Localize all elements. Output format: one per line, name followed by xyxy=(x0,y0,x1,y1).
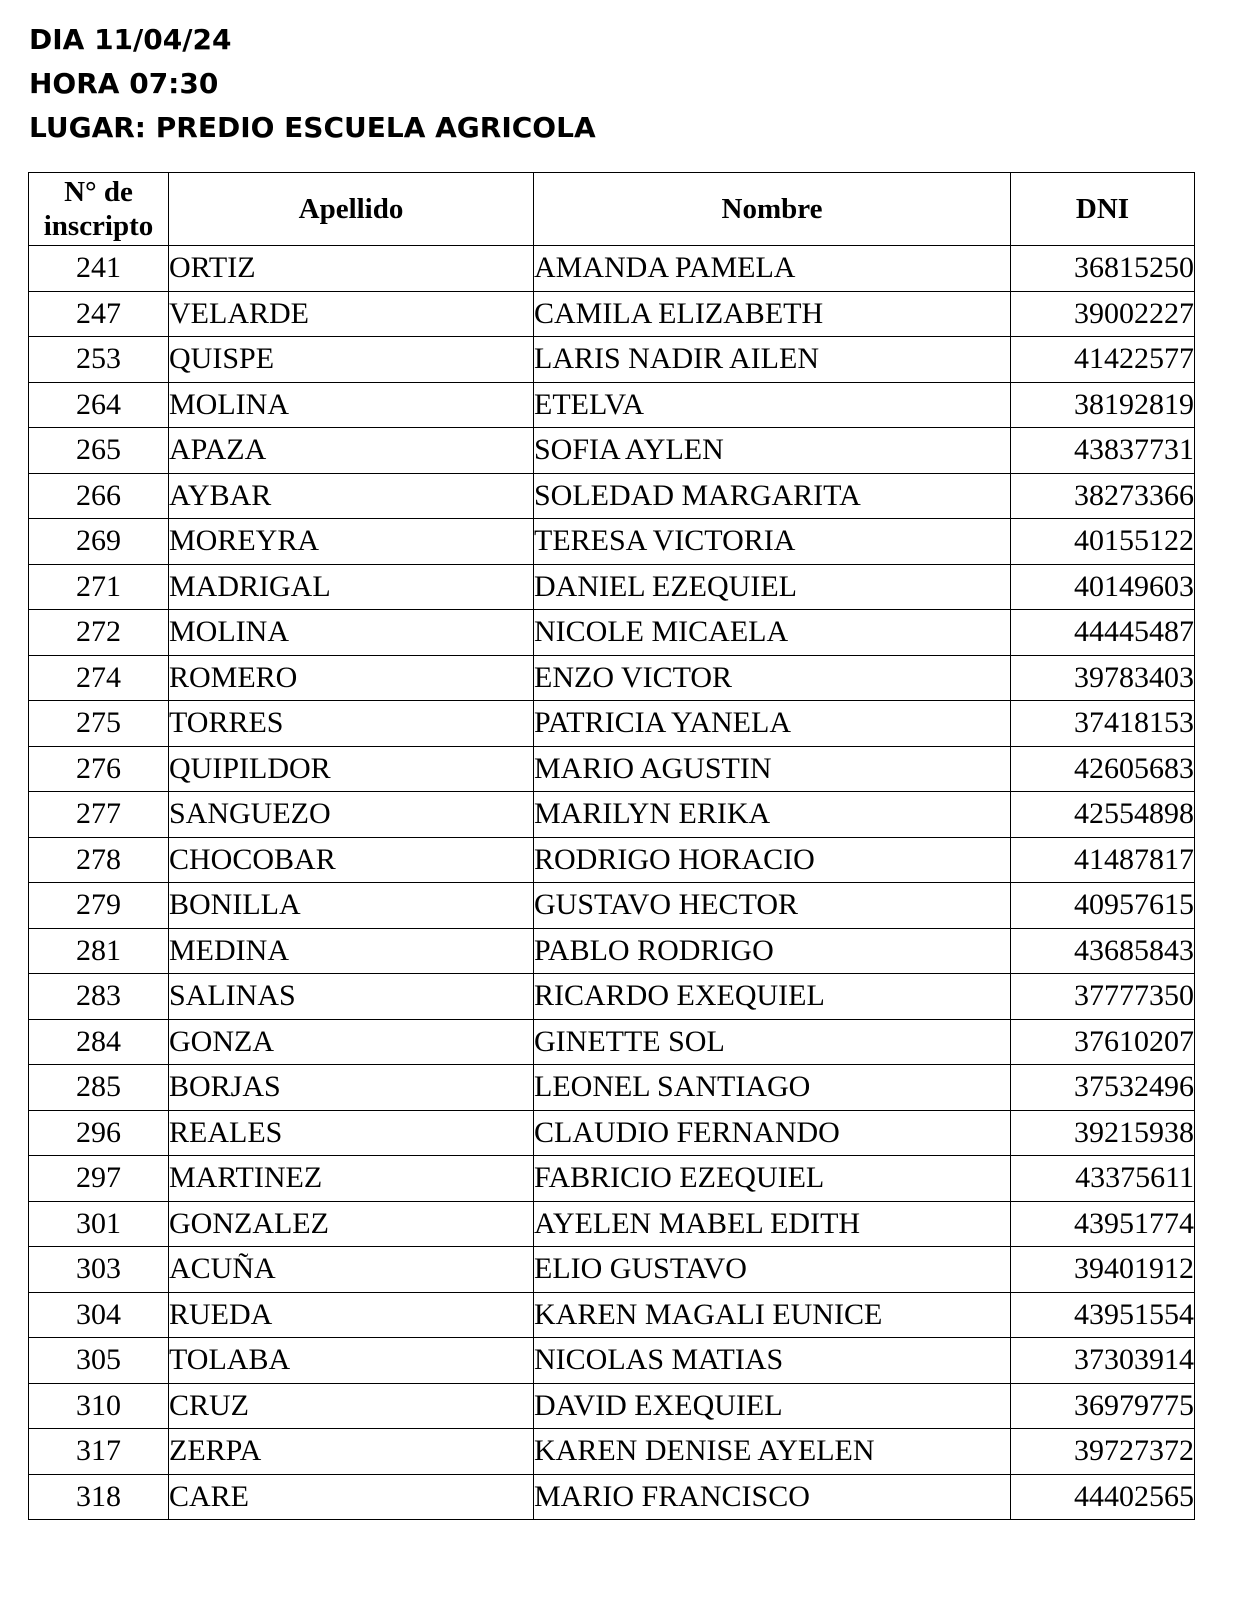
table-row xyxy=(29,428,1195,474)
cell-apellido: APAZA xyxy=(169,428,534,474)
cell-numero: 241 xyxy=(29,246,169,292)
location-line: LUGAR: PREDIO ESCUELA AGRICOLA xyxy=(29,111,596,144)
registrants-table xyxy=(28,172,1195,1520)
cell-numero: 269 xyxy=(29,519,169,565)
cell-dni: 40149603 xyxy=(1011,564,1195,610)
document-header xyxy=(29,18,596,150)
cell-dni: 44445487 xyxy=(1011,610,1195,656)
table-row xyxy=(29,1429,1195,1475)
cell-dni: 43951554 xyxy=(1011,1292,1195,1338)
cell-apellido: ACUÑA xyxy=(169,1247,534,1293)
table-header xyxy=(29,173,1195,246)
cell-dni: 38192819 xyxy=(1011,382,1195,428)
column-header-numero xyxy=(29,173,169,246)
cell-dni: 42554898 xyxy=(1011,792,1195,838)
cell-apellido: MOLINA xyxy=(169,382,534,428)
table-row xyxy=(29,1383,1195,1429)
cell-dni: 39215938 xyxy=(1011,1110,1195,1156)
table-row xyxy=(29,1019,1195,1065)
cell-nombre: CAMILA ELIZABETH xyxy=(534,291,1011,337)
cell-numero: 283 xyxy=(29,974,169,1020)
cell-apellido: ORTIZ xyxy=(169,246,534,292)
cell-dni: 40957615 xyxy=(1011,883,1195,929)
cell-apellido: CRUZ xyxy=(169,1383,534,1429)
cell-apellido: TOLABA xyxy=(169,1338,534,1384)
cell-nombre: CLAUDIO FERNANDO xyxy=(534,1110,1011,1156)
cell-nombre: KAREN MAGALI EUNICE xyxy=(534,1292,1011,1338)
table-row xyxy=(29,746,1195,792)
cell-numero: 277 xyxy=(29,792,169,838)
cell-dni: 41422577 xyxy=(1011,337,1195,383)
cell-numero: 310 xyxy=(29,1383,169,1429)
cell-dni: 36979775 xyxy=(1011,1383,1195,1429)
cell-nombre: FABRICIO EZEQUIEL xyxy=(534,1156,1011,1202)
time-line: HORA 07:30 xyxy=(29,67,219,100)
cell-nombre: RICARDO EXEQUIEL xyxy=(534,974,1011,1020)
header-row xyxy=(29,173,1195,246)
table-row xyxy=(29,291,1195,337)
table-row xyxy=(29,1247,1195,1293)
cell-numero: 281 xyxy=(29,928,169,974)
cell-apellido: QUIPILDOR xyxy=(169,746,534,792)
cell-apellido: TORRES xyxy=(169,701,534,747)
cell-numero: 264 xyxy=(29,382,169,428)
cell-apellido: ROMERO xyxy=(169,655,534,701)
cell-apellido: BORJAS xyxy=(169,1065,534,1111)
cell-dni: 39727372 xyxy=(1011,1429,1195,1475)
cell-dni: 37532496 xyxy=(1011,1065,1195,1111)
cell-nombre: ENZO VICTOR xyxy=(534,655,1011,701)
column-header-numero-line1: N° de xyxy=(64,176,133,208)
cell-numero: 284 xyxy=(29,1019,169,1065)
cell-nombre: NICOLE MICAELA xyxy=(534,610,1011,656)
cell-apellido: MOLINA xyxy=(169,610,534,656)
cell-apellido: MEDINA xyxy=(169,928,534,974)
table-row xyxy=(29,382,1195,428)
column-header-nombre: Nombre xyxy=(534,173,1011,246)
table-row xyxy=(29,1474,1195,1520)
table-row xyxy=(29,473,1195,519)
column-header-apellido: Apellido xyxy=(169,173,534,246)
cell-apellido: GONZALEZ xyxy=(169,1201,534,1247)
cell-numero: 297 xyxy=(29,1156,169,1202)
cell-numero: 278 xyxy=(29,837,169,883)
cell-apellido: RUEDA xyxy=(169,1292,534,1338)
cell-numero: 247 xyxy=(29,291,169,337)
cell-apellido: SALINAS xyxy=(169,974,534,1020)
cell-nombre: DANIEL EZEQUIEL xyxy=(534,564,1011,610)
cell-nombre: PABLO RODRIGO xyxy=(534,928,1011,974)
cell-nombre: MARIO FRANCISCO xyxy=(534,1474,1011,1520)
table-row xyxy=(29,610,1195,656)
cell-dni: 37777350 xyxy=(1011,974,1195,1020)
cell-apellido: AYBAR xyxy=(169,473,534,519)
cell-nombre: LEONEL SANTIAGO xyxy=(534,1065,1011,1111)
cell-apellido: REALES xyxy=(169,1110,534,1156)
cell-nombre: RODRIGO HORACIO xyxy=(534,837,1011,883)
cell-dni: 42605683 xyxy=(1011,746,1195,792)
cell-numero: 304 xyxy=(29,1292,169,1338)
table-row xyxy=(29,564,1195,610)
cell-numero: 265 xyxy=(29,428,169,474)
cell-apellido: MADRIGAL xyxy=(169,564,534,610)
table-row xyxy=(29,701,1195,747)
cell-dni: 43837731 xyxy=(1011,428,1195,474)
table-row xyxy=(29,974,1195,1020)
column-header-numero-line2: inscripto xyxy=(43,210,154,242)
cell-nombre: SOLEDAD MARGARITA xyxy=(534,473,1011,519)
table-row xyxy=(29,792,1195,838)
cell-numero: 275 xyxy=(29,701,169,747)
table-row xyxy=(29,655,1195,701)
cell-nombre: AMANDA PAMELA xyxy=(534,246,1011,292)
cell-numero: 279 xyxy=(29,883,169,929)
cell-apellido: ZERPA xyxy=(169,1429,534,1475)
cell-dni: 44402565 xyxy=(1011,1474,1195,1520)
cell-numero: 253 xyxy=(29,337,169,383)
table-row xyxy=(29,246,1195,292)
table-row xyxy=(29,837,1195,883)
cell-dni: 36815250 xyxy=(1011,246,1195,292)
cell-numero: 303 xyxy=(29,1247,169,1293)
cell-dni: 39401912 xyxy=(1011,1247,1195,1293)
cell-nombre: ELIO GUSTAVO xyxy=(534,1247,1011,1293)
table-row xyxy=(29,519,1195,565)
cell-dni: 43951774 xyxy=(1011,1201,1195,1247)
cell-nombre: DAVID EXEQUIEL xyxy=(534,1383,1011,1429)
cell-nombre: MARILYN ERIKA xyxy=(534,792,1011,838)
table-row xyxy=(29,1065,1195,1111)
table-row xyxy=(29,1201,1195,1247)
cell-apellido: CHOCOBAR xyxy=(169,837,534,883)
cell-apellido: MOREYRA xyxy=(169,519,534,565)
table-row xyxy=(29,1292,1195,1338)
cell-dni: 39783403 xyxy=(1011,655,1195,701)
cell-dni: 43375611 xyxy=(1011,1156,1195,1202)
cell-numero: 301 xyxy=(29,1201,169,1247)
cell-dni: 39002227 xyxy=(1011,291,1195,337)
cell-numero: 276 xyxy=(29,746,169,792)
cell-numero: 266 xyxy=(29,473,169,519)
cell-dni: 40155122 xyxy=(1011,519,1195,565)
cell-dni: 38273366 xyxy=(1011,473,1195,519)
column-header-dni: DNI xyxy=(1011,173,1195,246)
table-row xyxy=(29,1156,1195,1202)
cell-dni: 37418153 xyxy=(1011,701,1195,747)
cell-nombre: ETELVA xyxy=(534,382,1011,428)
cell-numero: 271 xyxy=(29,564,169,610)
cell-nombre: GINETTE SOL xyxy=(534,1019,1011,1065)
cell-apellido: SANGUEZO xyxy=(169,792,534,838)
cell-apellido: CARE xyxy=(169,1474,534,1520)
table-row xyxy=(29,337,1195,383)
cell-dni: 41487817 xyxy=(1011,837,1195,883)
cell-apellido: MARTINEZ xyxy=(169,1156,534,1202)
cell-dni: 37303914 xyxy=(1011,1338,1195,1384)
cell-nombre: PATRICIA YANELA xyxy=(534,701,1011,747)
cell-numero: 285 xyxy=(29,1065,169,1111)
table-row xyxy=(29,928,1195,974)
cell-nombre: NICOLAS MATIAS xyxy=(534,1338,1011,1384)
cell-numero: 317 xyxy=(29,1429,169,1475)
cell-apellido: QUISPE xyxy=(169,337,534,383)
cell-nombre: KAREN DENISE AYELEN xyxy=(534,1429,1011,1475)
cell-dni: 37610207 xyxy=(1011,1019,1195,1065)
cell-numero: 318 xyxy=(29,1474,169,1520)
table-row xyxy=(29,1338,1195,1384)
cell-apellido: BONILLA xyxy=(169,883,534,929)
cell-nombre: TERESA VICTORIA xyxy=(534,519,1011,565)
cell-numero: 272 xyxy=(29,610,169,656)
cell-nombre: AYELEN MABEL EDITH xyxy=(534,1201,1011,1247)
cell-dni: 43685843 xyxy=(1011,928,1195,974)
table-row xyxy=(29,883,1195,929)
cell-nombre: LARIS NADIR AILEN xyxy=(534,337,1011,383)
cell-numero: 274 xyxy=(29,655,169,701)
date-line: DIA 11/04/24 xyxy=(29,23,232,56)
table-body xyxy=(29,246,1195,1520)
cell-nombre: SOFIA AYLEN xyxy=(534,428,1011,474)
cell-numero: 296 xyxy=(29,1110,169,1156)
cell-nombre: GUSTAVO HECTOR xyxy=(534,883,1011,929)
cell-nombre: MARIO AGUSTIN xyxy=(534,746,1011,792)
cell-numero: 305 xyxy=(29,1338,169,1384)
cell-apellido: VELARDE xyxy=(169,291,534,337)
table-row xyxy=(29,1110,1195,1156)
cell-apellido: GONZA xyxy=(169,1019,534,1065)
